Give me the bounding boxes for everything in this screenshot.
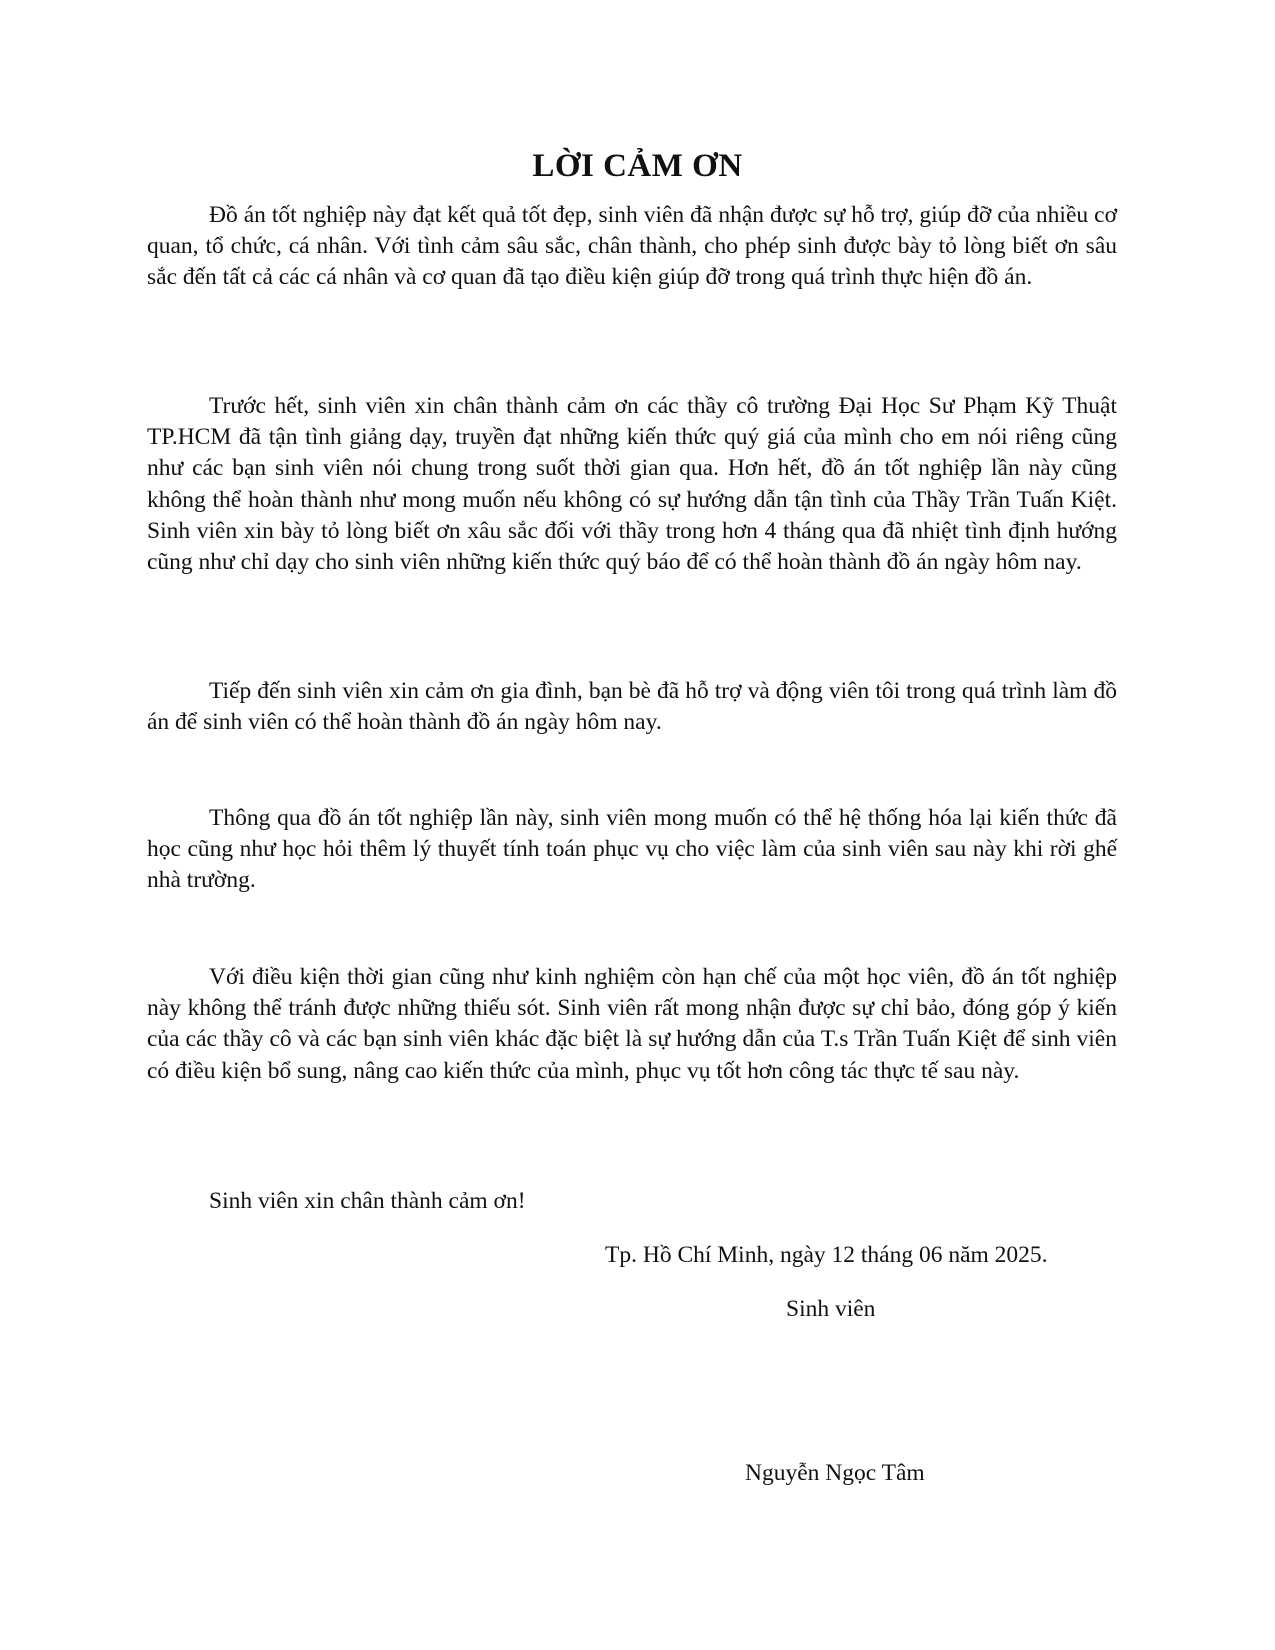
page-title: LỜI CẢM ƠN	[532, 148, 743, 184]
paragraph-family: Tiếp đến sinh viên xin cảm ơn gia đình, bạn bè đã hỗ trợ và động viên tôi trong quá trình làm đồ án để sinh viên có thể hoàn thành đồ án ngày hôm nay.	[147, 678, 1117, 736]
paragraph-teachers: Trước hết, sinh viên xin chân thành cảm ơn các thầy cô trường Đại Học Sư Phạm Kỹ Thuật TP.HCM đã tận tình giảng dạy, truyền đạt những kiến thức quý giá của mình cho em nói riêng cũng như các bạn sinh viên nói chung trong suốt thời gian qua. Hơn hết, đồ án tốt nghiệp lần này cũng không thể hoàn thành như mong muốn nếu không có sự hướng dẫn tận tình của Thầy Trần Tuấn Kiệt. Sinh viên xin bày tỏ lòng biết ơn xâu sắc đối với thầy trong hơn 4 tháng qua đã nhiệt tình định hướng cũng như chỉ dạy cho sinh viên những kiến thức quý báo để có thể hoàn thành đồ án ngày hôm nay.	[147, 393, 1117, 576]
paragraph-closing: Sinh viên xin chân thành cảm ơn!	[209, 1188, 526, 1214]
signer-name: Nguyễn Ngọc Tâm	[745, 1460, 925, 1486]
paragraph-limitations: Với điều kiện thời gian cũng như kinh nghiệm còn hạn chế của một học viên, đồ án tốt nghiệp này không thể tránh được những thiếu sót. Sinh viên rất mong nhận được sự chỉ bảo, đóng góp ý kiến của các thầy cô và các bạn sinh viên khác đặc biệt là sự hướng dẫn của T.s Trần Tuấn Kiệt để sinh viên có điều kiện bổ sung, nâng cao kiến thức của mình, phục vụ tốt hơn công tác thực tế sau này.	[147, 964, 1117, 1084]
paragraph-intro: Đồ án tốt nghiệp này đạt kết quả tốt đẹp, sinh viên đã nhận được sự hỗ trợ, giúp đỡ của nhiều cơ quan, tổ chức, cá nhân. Với tình cảm sâu sắc, chân thành, cho phép sinh được bày tỏ lòng biết ơn sâu sắc đến tất cả các cá nhân và cơ quan đã tạo điều kiện giúp đỡ trong quá trình thực hiện đồ án.	[147, 202, 1117, 291]
paragraph-goals: Thông qua đồ án tốt nghiệp lần này, sinh viên mong muốn có thể hệ thống hóa lại kiến thức đã học cũng như học hỏi thêm lý thuyết tính toán phục vụ cho việc làm của sinh viên sau này khi rời ghế nhà trường.	[147, 805, 1117, 894]
signer-role: Sinh viên	[786, 1296, 876, 1322]
place-date: Tp. Hồ Chí Minh, ngày 12 tháng 06 năm 2025.	[605, 1242, 1048, 1268]
